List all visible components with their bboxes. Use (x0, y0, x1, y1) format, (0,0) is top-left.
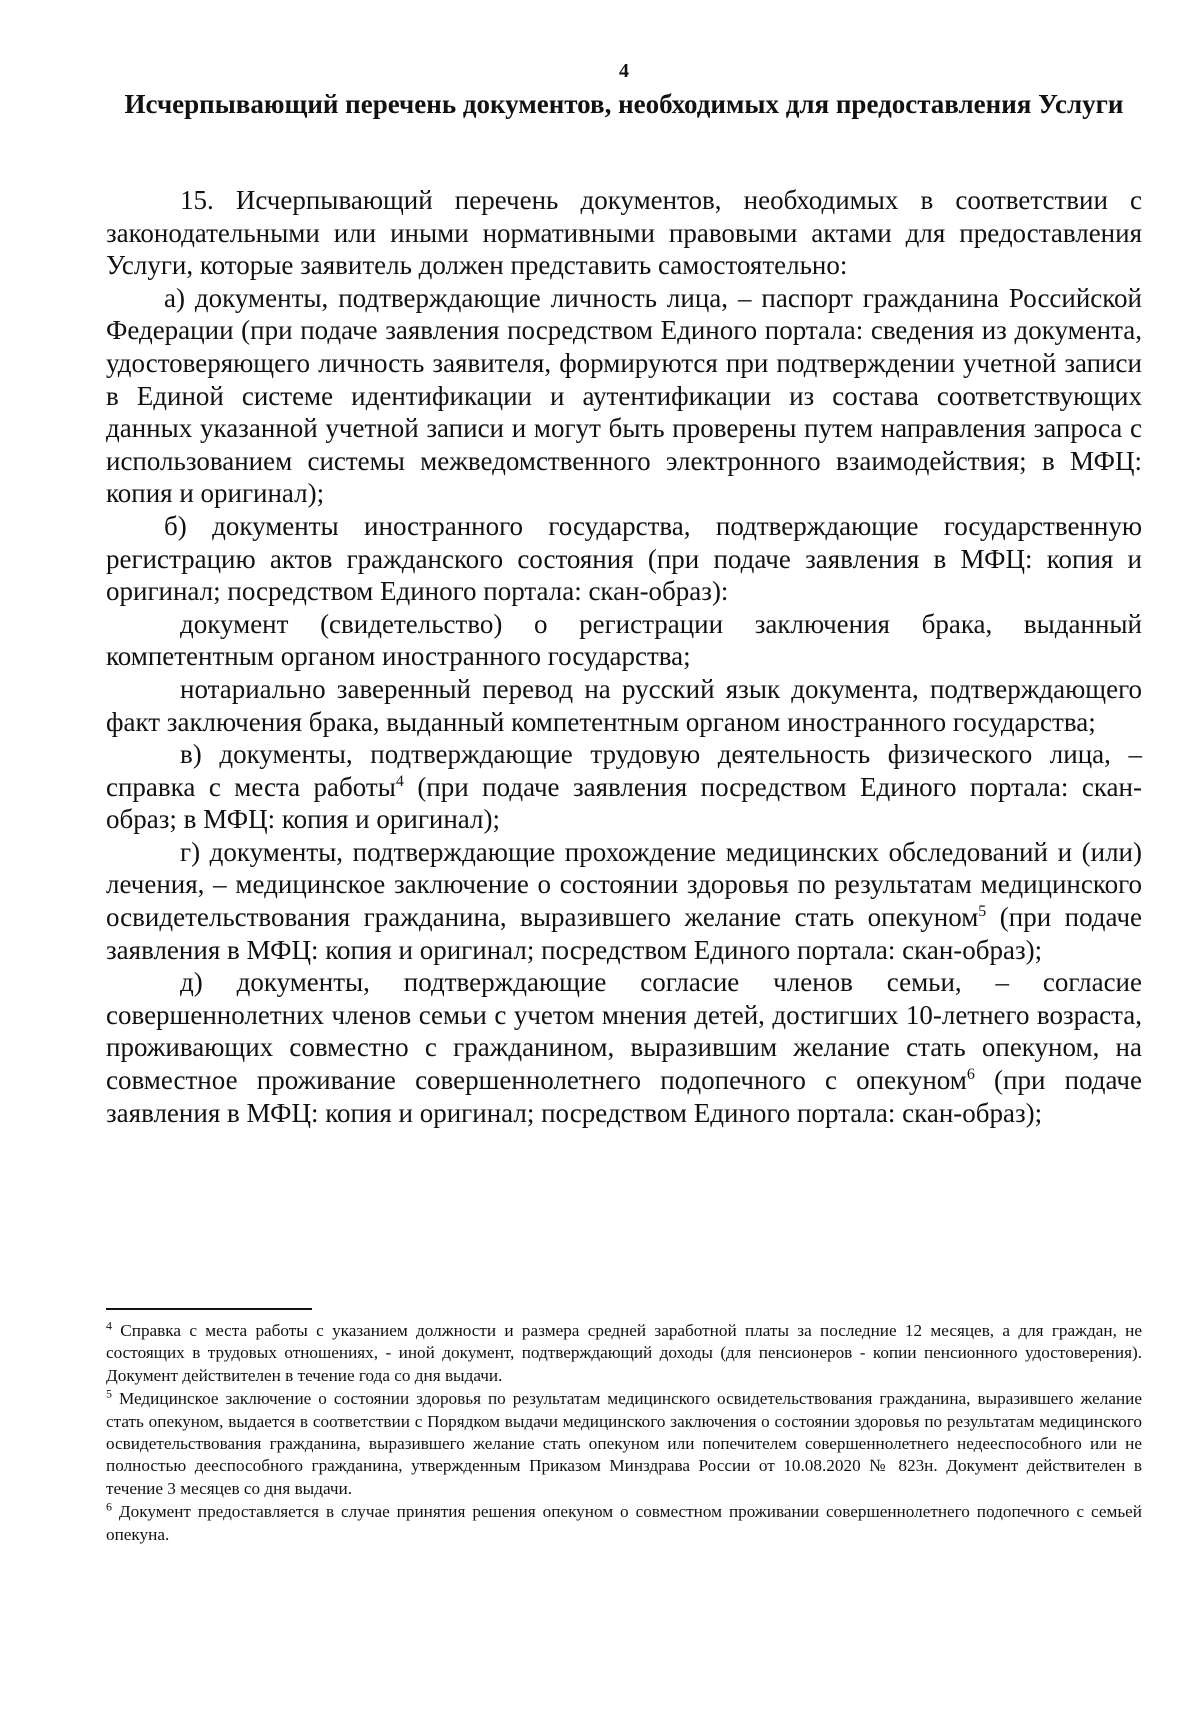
item-a: а) документы, подтверждающие личность лица, – паспорт гражданина Российской Федерации (при подаче заявления посредством Единого портала: сведения из документа, удостоверяющего личность заявителя, формируются при подтверждении учетной записи в Единой системе идентификации и аутентификации из состава соответствующих данных указанной учетной записи и могут быть проверены путем направления запроса с использованием системы межведомственного электронного взаимодействия; в МФЦ: копия и оригинал); (106, 282, 1142, 509)
section-title: Исчерпывающий перечень документов, необходимых для предоставления Услуги (124, 89, 1124, 119)
footnote-5 (106, 1388, 1142, 1500)
footnotes (106, 1320, 1142, 1547)
footnote-ref-5[interactable]: 5 (978, 903, 987, 921)
footnote-mark-5: 5 (106, 1386, 112, 1401)
item-d-text: д) документы, подтверждающие согласие членов семьи, – согласие совершеннолетних членов семьи с учетом мнения детей, достигших 10-летнего возраста, проживающих совместно с гражданином, выразившим желание стать опекуном, на совместное проживание совершеннолетнего подопечного с опекуном (106, 967, 1142, 1096)
item-g (106, 836, 1142, 966)
footnote-6-text: Документ предоставляется в случае принятия решения опекуном о совместном проживании совершеннолетнего подопечного с семьей опекуна. (106, 1502, 1142, 1544)
document-page (106, 0, 1142, 1712)
item-g-text: г) документы, подтверждающие прохождение медицинских обследований и (или) лечения, – медицинское заключение о состоянии здоровья по результатам медицинского освидетельствования гражданина, выразившего желание стать опекуном (106, 836, 1142, 933)
item-b-document: документ (свидетельство) о регистрации заключения брака, выданный компетентным органом иностранного государства; (106, 608, 1142, 672)
footnote-6 (106, 1501, 1142, 1546)
item-b: б) документы иностранного государства, подтверждающие государственную регистрацию актов гражданского состояния (при подаче заявления в МФЦ: копия и оригинал; посредством Единого портала: скан-образ): (106, 510, 1142, 607)
item-d-text-cont: (при подаче заявления в МФЦ: копия и оригинал; посредством Единого портала: скан-образ); (106, 1065, 1142, 1128)
footnote-separator (106, 1308, 312, 1310)
paragraph-15: 15. Исчерпывающий перечень документов, необходимых в соответствии с законодательными или иными нормативными правовыми актами для предоставления Услуги, которые заявитель должен представить самостоятельно: (106, 185, 1142, 281)
item-v (106, 738, 1142, 836)
document-body (106, 184, 1142, 1129)
item-g-text-cont: (при подаче заявления в МФЦ: копия и оригинал; посредством Единого портала: скан-образ); (106, 902, 1143, 965)
item-b-translation: нотариально заверенный перевод на русский язык документа, подтверждающего факт заключения брака, выданный компетентным органом иностранного государства; (106, 673, 1142, 737)
footnote-4 (106, 1320, 1142, 1387)
footnote-ref-6[interactable]: 6 (966, 1066, 975, 1084)
footnote-5-text: Медицинское заключение о состоянии здоровья по результатам медицинского освидетельствования гражданина, выразившего желание стать опекуном, выдается в соответствии с Порядком выдачи медицинского заключения о состоянии здоровья по результатам медицинского освидетельствования гражданина, выразившего желание стать опекуном или попечителем совершеннолетнего недееспособного или не полностью дееспособного гражданина, утвержденным Приказом Минздрава России от 10.08.2020 № 823н. Документ действителен в течение 3 месяцев со дня выдачи. (106, 1389, 1142, 1498)
footnote-mark-4: 4 (106, 1318, 112, 1333)
footnote-ref-4[interactable]: 4 (395, 772, 404, 790)
footnote-4-text: Справка с места работы с указанием должности и размера средней заработной платы за последние 12 месяцев, а для граждан, не состоящих в трудовых отношениях, - иной документ, подтверждающий доходы (для пенсионеров - копии пенсионного удостоверения). Документ действителен в течение года со дня выдачи. (106, 1321, 1142, 1385)
footnote-mark-6: 6 (106, 1499, 112, 1514)
item-v-text-cont: (при подаче заявления посредством Единого портала: скан-образ; в МФЦ: копия и оригинал); (106, 771, 1142, 835)
item-d (106, 966, 1142, 1129)
item-v-text: в) документы, подтверждающие трудовую деятельность физического лица, – справка с места работы (106, 739, 1142, 802)
page-number: 4 (619, 60, 629, 82)
